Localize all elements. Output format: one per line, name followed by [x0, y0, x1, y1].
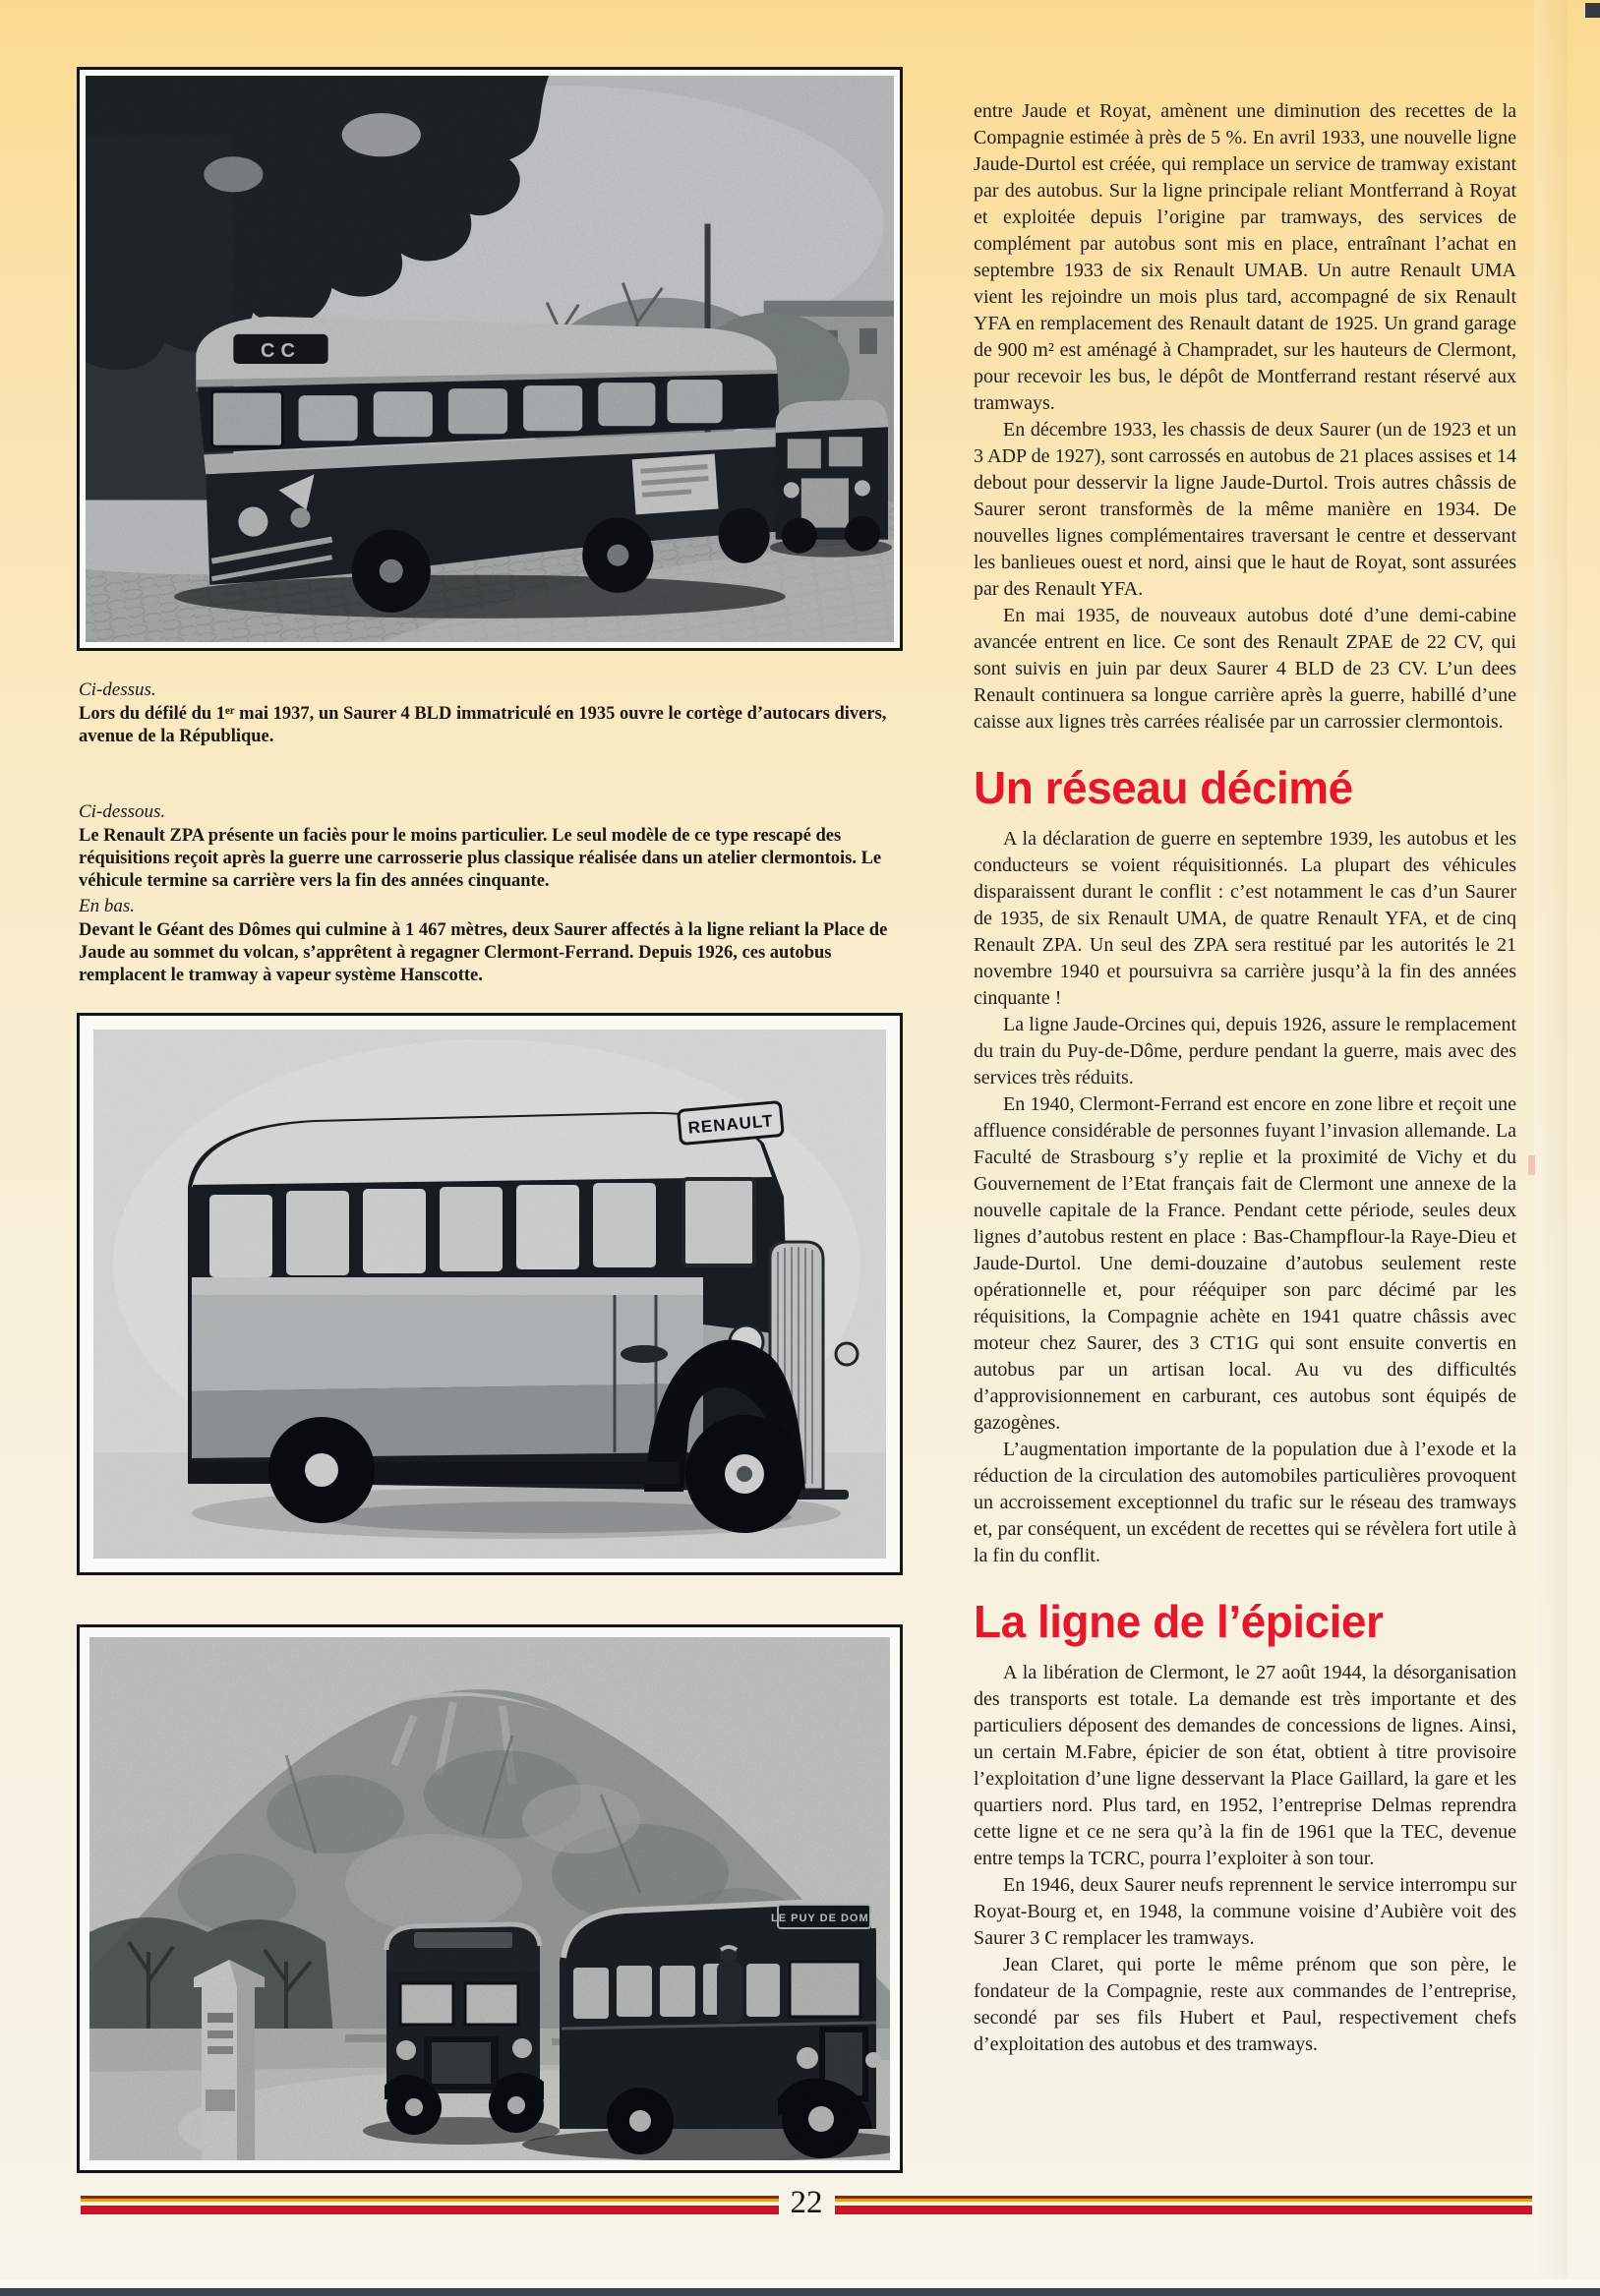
scan-bottom-strip — [0, 2279, 1600, 2288]
paragraph: A la déclaration de guerre en septembre 1939, les autobus et les conducteurs se voient réquisitionnés. La plupart des véhicules disparaissent durant le conflit : c’est notamment le cas d’un Saurer de 1935, de six Renault UMA, de quatre Renault YFA, et de cinq Renault ZPA. Un seul des ZPA sera restitué par les autorités le 21 novembre 1940 et poursuivra sa carrière jusqu’à la fin des années cinquante ! — [974, 828, 1516, 1009]
paragraph: En 1940, Clermont-Ferrand est encore en zone libre et reçoit une affluence considérable de personnes fuyant l’invasion allemande. La Faculté de Strasbourg s’y replie et la proximité de Vichy et du Gouvernement de l’Etat français fait de Clermont une annexe de la nouvelle capitale de la France. Pendant cette période, seules deux lignes d’autobus restent en place : Bas-Champflour-la Raye-Dieu et Jaude-Durtol. Une demi-douzaine d’autobus seulement reste opérationnelle et, pour rééquiper son parc décimé par les réquisitions, la Compagnie achète en 1941 quatre châssis avec moteur chez Saurer, des 3 CT1G qui sont ensuite convertis en autobus par un artisan local. Au vu des difficultés d’approvisionnement en carburant, ces autobus sont équipés de gazogènes. — [974, 1093, 1516, 1434]
caption-above — [79, 678, 903, 748]
paragraph: entre Jaude et Royat, amènent une diminution des recettes de la Compagnie estimée à près de 5 %. En avril 1933, une nouvelle ligne Jaude-Durtol est créée, qui remplace un service de tramway existant par des autobus. Sur la ligne principale reliant Montferrand à Royat et exploitée depuis l’origine par tramways, des services de complément par autobus sont mis en place, entraînant l’achat en septembre 1933 de six Renault UMAB. Un autre Renault UMA vient les rejoindre un mois plus tard, accompagné de six Renault YFA en remplacement des Renault datant de 1925. Un grand garage de 900 m² est aménagé à Champradet, sur les hauteurs de Clermont, pour recevoir les bus, le dépôt de Montferrand restant réservé aux tramways. — [974, 100, 1516, 414]
lead-bus-roof-sign: CC — [260, 339, 301, 362]
photo-renault-zpa — [77, 1013, 903, 1575]
section-heading-reseau-decime: Un réseau décimé — [974, 762, 1353, 813]
puy-de-dome-image — [89, 1637, 890, 2160]
footer-rule-right — [835, 2196, 1533, 2214]
caption-label: Ci-dessous. — [79, 801, 166, 822]
caption-text: Le Renault ZPA présente un faciès pour le moins particulier. Le seul modèle de ce type rescapé des réquisitions reçoit après la guerre une carrosserie plus classique réalisée dans un atelier clermontois. Le véhicule termine sa carrière vers la fin des années cinquante. — [79, 826, 882, 891]
caption-label: En bas. — [79, 896, 135, 916]
paper-edge-crease — [1534, 0, 1568, 2279]
renault-roof-sign: RENAULT — [686, 1111, 775, 1138]
paragraph: La ligne Jaude-Orcines qui, depuis 1926, assure le remplacement du train du Puy-de-Dôme, perdure pendant la guerre, mais avec des services très réduits. — [974, 1014, 1516, 1089]
page-number: 22 — [790, 2185, 823, 2220]
photo-bus-parade — [77, 67, 903, 651]
caption-bottom — [79, 895, 903, 987]
paragraph: En 1946, deux Saurer neufs reprennent le service interrompu sur Royat-Bourg et, en 1948, la commune voisine d’Aubière voit des Saurer 3 C remplacer les tramways. — [974, 1874, 1516, 1949]
renault-zpa-image — [93, 1030, 886, 1559]
puy-roof-sign: LE PUY DE DOME — [771, 1913, 877, 1924]
scan-bottom-edge — [0, 2288, 1600, 2296]
scan-corner-mark — [1585, 3, 1600, 18]
section-heading-ligne-epicier: La ligne de l’épicier — [974, 1596, 1384, 1647]
paragraph: Jean Claret, qui porte le même prénom que son père, le fondateur de la Compagnie, reste aux commandes de l’entreprise, secondé par ses fils Hubert et Paul, respectivement chefs d’exploitation des autobus et des tramways. — [974, 1954, 1516, 2055]
bus-parade-image — [86, 76, 894, 642]
article-column — [974, 98, 1516, 2058]
paragraph: A la libération de Clermont, le 27 août 1944, la désorganisation des transports est totale. La demande est très importante et des particuliers déposent des demandes de concessions de lignes. Ainsi, un certain M.Fabre, épicier de son état, obtient à titre provisoire l’exploitation d’une ligne desservant la Place Gaillard, la gare et les quartiers nord. Plus tard, en 1952, l’entreprise Delmas reprendra cette ligne et ce ne sera qu’à la fin de 1961 que la TEC, devenue entre temps la TCRC, pourra l’exploiter à son tour. — [974, 1662, 1516, 1869]
paper-edge-mark — [1528, 1155, 1535, 1175]
caption-below — [79, 800, 903, 893]
footer-rule-left — [81, 2196, 779, 2214]
photo-puy-de-dome — [77, 1624, 903, 2173]
caption-label: Ci-dessus. — [79, 679, 156, 700]
caption-text: Devant le Géant des Dômes qui culmine à 1 467 mètres, deux Saurer affectés à la ligne reliant la Place de Jaude au sommet du volcan, s’apprêtent à regagner Clermont-Ferrand. Depuis 1926, ces autobus remplacent le tramway à vapeur système Hanscotte. — [79, 920, 888, 985]
paragraph: En mai 1935, de nouveaux autobus doté d’une demi-cabine avancée entrent en lice. Ce sont des Renault ZPAE de 22 CV, qui sont suivis en juin par deux Saurer 4 BLD de 23 CV. L’un dees Renault continuera sa longue carrière après la guerre, habillé d’une caisse aux lignes très carrées réalisée par un carrossier clermontois. — [974, 605, 1516, 733]
paragraph: L’augmentation importante de la population due à l’exode et la réduction de la circulation des automobiles particulières provoquent un accroissement exceptionnel du trafic sur le réseau des tramways et, par conséquent, un excédent de recettes qui se révèlera fort utile à la fin du conflit. — [974, 1439, 1516, 1566]
caption-text: Lors du défilé du 1ᵉʳ mai 1937, un Saurer 4 BLD immatriculé en 1935 ouvre le cortège d’autocars divers, avenue de la République. — [79, 704, 887, 746]
footer — [81, 2185, 1532, 2221]
paragraph: En décembre 1933, les chassis de deux Saurer (un de 1923 et un 3 ADP de 1927), sont carrossés en autobus de 21 places assises et 14 debout pour desservir la ligne Jaude-Durtol. Trois autres châssis de Saurer seront transformès de la même manière en 1934. De nouvelles lignes complémentaires traversant le centre et desservant les banlieues ouest et nord, ainsi que le haut de Royat, sont assurées par des Renault YFA. — [974, 419, 1516, 600]
